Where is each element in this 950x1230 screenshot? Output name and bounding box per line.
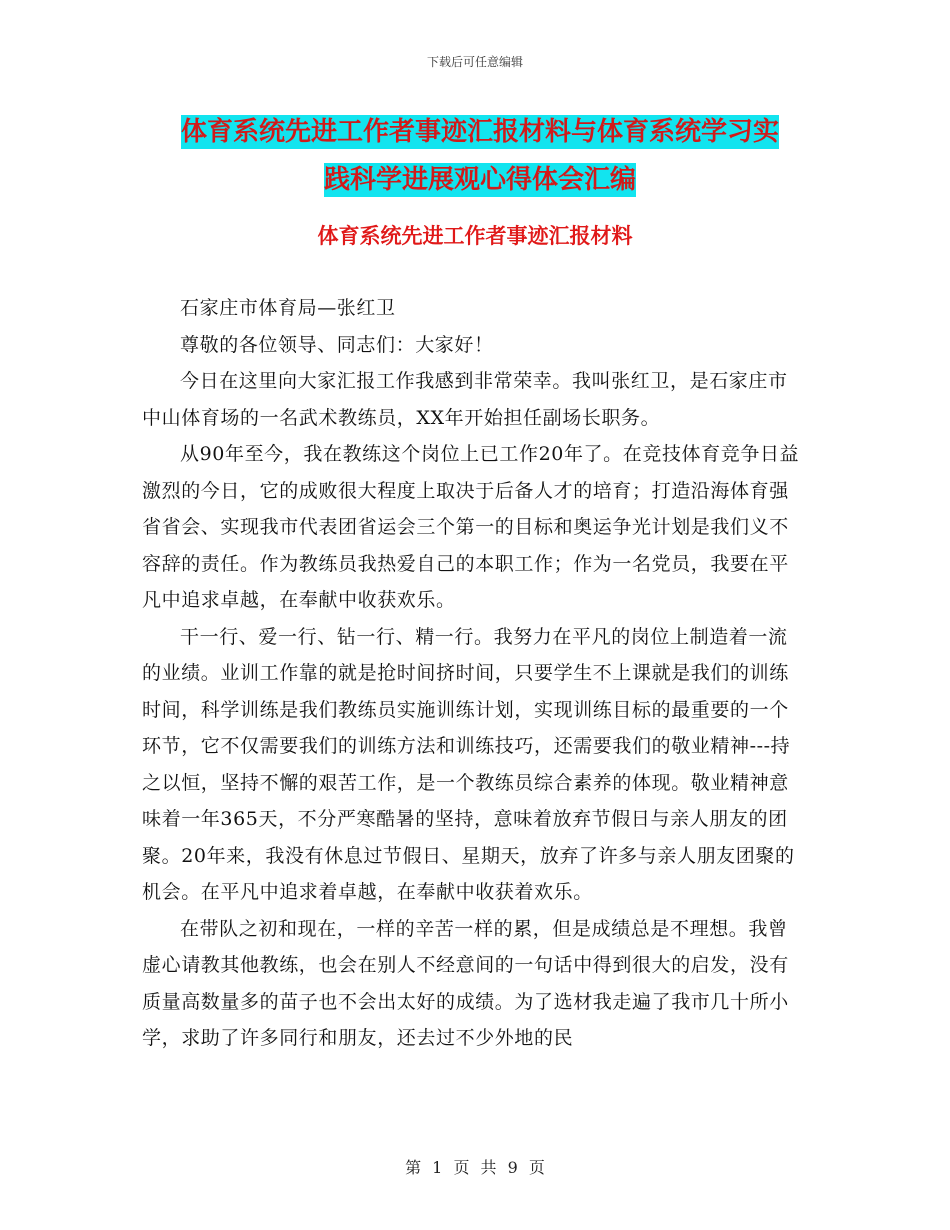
paragraph: 干一行、爱一行、钻一行、精一行。我努力在平凡的岗位上制造着一流的业绩。业训工作靠的就是抢时间挤时间，只要学生不上课就是我们的训练时间，科学训练是我们教练员实施训练计划，实现训练目标的最重要的一个环节，它不仅需要我们的训练方法和训练技巧，还需要我们的敬业精神---持之以恒，坚持不懈的艰苦工作，是一个教练员综合素养的体现。敬业精神意味着一年365天，不分严寒酷暑的坚持，意味着放弃节假日与亲人朋友的团聚。20年来，我没有休息过节假日、星期天，放弃了许多与亲人朋友团聚的机会。在平凡中追求着卓越，在奉献中收获着欢乐。 bbox=[142, 625, 795, 903]
body-text bbox=[142, 290, 802, 1057]
page-footer: 第 1 页 共 9 页 bbox=[405, 1158, 545, 1177]
author-line: 石家庄市体育局—张红卫 bbox=[180, 297, 396, 319]
title-line-2: 践科学进展观心得体会汇编 bbox=[323, 165, 636, 195]
section-title: 体育系统先进工作者事迹汇报材料 bbox=[317, 224, 633, 248]
paragraph: 从90年至今，我在教练这个岗位上已工作20年了。在竞技体育竞争日益激烈的今日，它的成败很大程度上取决于后备人才的培育；打造沿海体育强省省会、实现我市代表团省运会三个第一的目标和奥运争光计划是我们义不容辞的责任。作为教练员我热爱自己的本职工作；作为一名党员，我要在平凡中追求卓越，在奉献中收获欢乐。 bbox=[142, 443, 800, 611]
title-line-1: 体育系统先进工作者事迹汇报材料与体育系统学习实 bbox=[180, 117, 779, 147]
paragraph: 今日在这里向大家汇报工作我感到非常荣幸。我叫张红卫，是石家庄市中山体育场的一名武术教练员，XX年开始担任副场长职务。 bbox=[142, 370, 788, 429]
greeting-line: 尊敬的各位领导、同志们：大家好！ bbox=[180, 333, 494, 356]
paragraph: 在带队之初和现在，一样的辛苦一样的累，但是成绩总是不理想。我曾虚心请教其他教练，也会在别人不经意间的一句话中得到很大的启发，没有质量高数量多的苗子也不会出太好的成绩。为了选材我走遍了我市几十所小学，求助了许多同行和朋友，还去过不少外地的民 bbox=[142, 917, 789, 1049]
document-title bbox=[140, 108, 820, 204]
header-note: 下载后可任意编辑 bbox=[426, 55, 523, 69]
